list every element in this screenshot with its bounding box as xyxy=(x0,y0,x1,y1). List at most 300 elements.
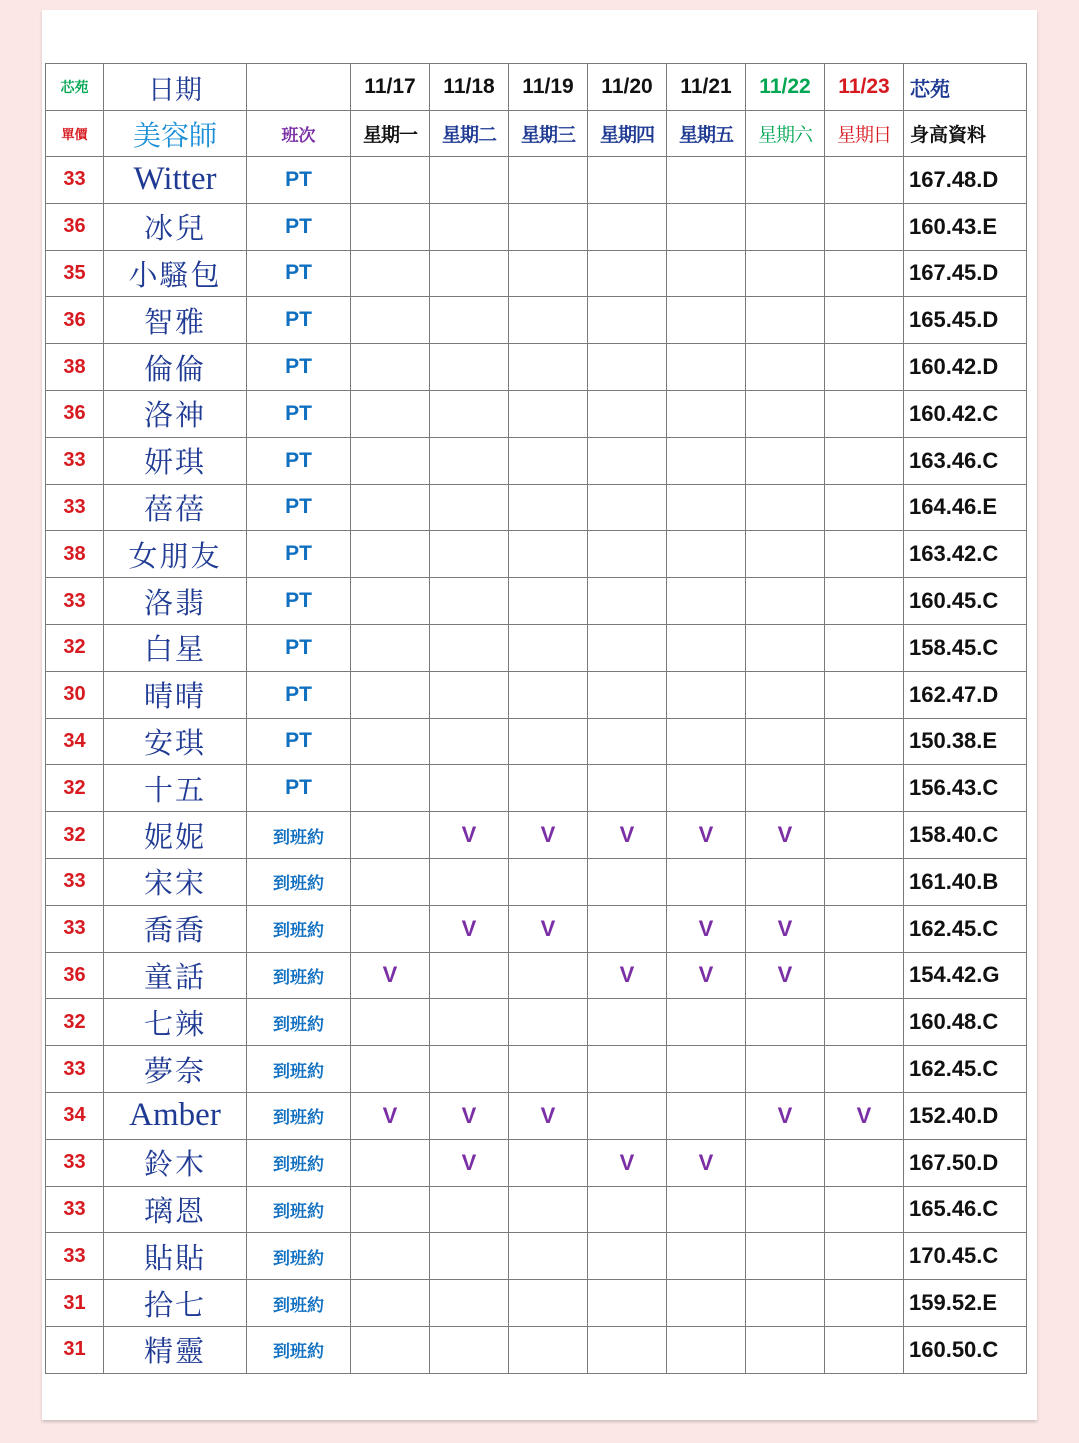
height-info-cell: 162.45.C xyxy=(904,905,1027,952)
date-cell-sunday: 11/23 xyxy=(825,64,904,111)
beautician-name: 童話 xyxy=(104,952,247,999)
availability-cell xyxy=(588,999,667,1046)
availability-cell xyxy=(588,624,667,671)
availability-cell xyxy=(825,858,904,905)
availability-cell xyxy=(430,437,509,484)
availability-cell xyxy=(588,1046,667,1093)
availability-cell xyxy=(588,765,667,812)
availability-cell xyxy=(825,531,904,578)
availability-cell xyxy=(825,1233,904,1280)
availability-cell: V xyxy=(667,905,746,952)
availability-cell: V xyxy=(746,1092,825,1139)
beautician-name: 鈴木 xyxy=(104,1139,247,1186)
availability-cell xyxy=(509,344,588,391)
availability-cell xyxy=(746,1139,825,1186)
availability-cell xyxy=(509,1186,588,1233)
unit-price-cell: 32 xyxy=(46,999,104,1046)
availability-cell xyxy=(746,250,825,297)
height-info-cell: 152.40.D xyxy=(904,1092,1027,1139)
beautician-name: 晴晴 xyxy=(104,671,247,718)
availability-cell xyxy=(509,1326,588,1373)
availability-cell xyxy=(351,250,430,297)
availability-cell xyxy=(509,437,588,484)
availability-cell xyxy=(509,297,588,344)
availability-cell xyxy=(667,437,746,484)
availability-cell xyxy=(430,1233,509,1280)
unit-price-cell: 38 xyxy=(46,531,104,578)
availability-cell xyxy=(588,905,667,952)
availability-cell xyxy=(430,344,509,391)
availability-cell xyxy=(588,297,667,344)
availability-cell: V xyxy=(746,952,825,999)
beautician-name: 貼貼 xyxy=(104,1233,247,1280)
weekday-cell: 星期二 xyxy=(430,111,509,157)
availability-cell xyxy=(588,1326,667,1373)
availability-cell xyxy=(825,484,904,531)
availability-cell xyxy=(588,250,667,297)
blank-header-cell xyxy=(247,64,351,111)
height-info-cell: 160.42.D xyxy=(904,344,1027,391)
shift-cell: 到班約 xyxy=(247,1046,351,1093)
weekday-cell-saturday: 星期六 xyxy=(746,111,825,157)
unit-price-cell: 36 xyxy=(46,203,104,250)
availability-cell xyxy=(351,484,430,531)
table-row xyxy=(46,1326,1027,1373)
availability-cell xyxy=(746,484,825,531)
availability-cell xyxy=(430,718,509,765)
availability-cell: V xyxy=(588,1139,667,1186)
unit-price-cell: 33 xyxy=(46,578,104,625)
availability-cell xyxy=(825,765,904,812)
date-cell: 11/18 xyxy=(430,64,509,111)
availability-cell xyxy=(430,390,509,437)
availability-cell xyxy=(351,578,430,625)
availability-cell xyxy=(667,1326,746,1373)
availability-cell: V xyxy=(509,905,588,952)
table-row xyxy=(46,858,1027,905)
availability-cell xyxy=(588,1092,667,1139)
height-info-cell: 150.38.E xyxy=(904,718,1027,765)
table-row xyxy=(46,484,1027,531)
availability-cell xyxy=(746,297,825,344)
height-info-cell: 165.46.C xyxy=(904,1186,1027,1233)
unit-price-cell: 32 xyxy=(46,624,104,671)
table-row xyxy=(46,1233,1027,1280)
table-row xyxy=(46,1046,1027,1093)
unit-price-cell: 31 xyxy=(46,1280,104,1327)
unit-price-cell: 36 xyxy=(46,297,104,344)
availability-cell xyxy=(667,484,746,531)
header-row-dates xyxy=(46,64,1027,111)
availability-cell xyxy=(351,297,430,344)
availability-cell xyxy=(825,999,904,1046)
availability-cell xyxy=(746,765,825,812)
unit-price-cell: 36 xyxy=(46,390,104,437)
availability-cell xyxy=(667,999,746,1046)
height-info-cell: 154.42.G xyxy=(904,952,1027,999)
availability-cell xyxy=(825,344,904,391)
beautician-name: 拾七 xyxy=(104,1280,247,1327)
availability-cell xyxy=(430,671,509,718)
weekday-cell-sunday: 星期日 xyxy=(825,111,904,157)
availability-cell xyxy=(825,718,904,765)
availability-cell xyxy=(509,718,588,765)
availability-cell: V xyxy=(430,812,509,859)
availability-cell xyxy=(746,390,825,437)
table-row xyxy=(46,624,1027,671)
table-row xyxy=(46,390,1027,437)
availability-cell xyxy=(825,1326,904,1373)
unit-price-cell: 33 xyxy=(46,157,104,204)
unit-price-cell: 32 xyxy=(46,765,104,812)
availability-cell xyxy=(509,671,588,718)
availability-cell xyxy=(351,999,430,1046)
unit-price-cell: 30 xyxy=(46,671,104,718)
availability-cell xyxy=(588,1233,667,1280)
unit-price-cell: 32 xyxy=(46,812,104,859)
unit-price-cell: 33 xyxy=(46,484,104,531)
availability-cell xyxy=(430,624,509,671)
table-row xyxy=(46,718,1027,765)
shift-header: 班次 xyxy=(247,111,351,157)
table-row xyxy=(46,999,1027,1046)
schedule-body xyxy=(46,64,1027,1374)
availability-cell xyxy=(825,952,904,999)
beautician-name: Amber xyxy=(104,1092,247,1139)
availability-cell xyxy=(667,297,746,344)
availability-cell xyxy=(509,203,588,250)
availability-cell xyxy=(667,531,746,578)
shift-cell: PT xyxy=(247,390,351,437)
unit-price-cell: 36 xyxy=(46,952,104,999)
availability-cell xyxy=(746,1233,825,1280)
beautician-name: 喬喬 xyxy=(104,905,247,952)
unit-price-cell: 33 xyxy=(46,1233,104,1280)
availability-cell xyxy=(509,157,588,204)
availability-cell xyxy=(351,1326,430,1373)
shift-cell: 到班約 xyxy=(247,1280,351,1327)
table-row xyxy=(46,344,1027,391)
height-info-cell: 158.40.C xyxy=(904,812,1027,859)
shift-cell: PT xyxy=(247,624,351,671)
beautician-name: 小騷包 xyxy=(104,250,247,297)
availability-cell xyxy=(430,250,509,297)
height-info-cell: 161.40.B xyxy=(904,858,1027,905)
availability-cell: V xyxy=(667,952,746,999)
unit-price-cell: 34 xyxy=(46,718,104,765)
availability-cell xyxy=(588,437,667,484)
date-header: 日期 xyxy=(104,64,247,111)
height-info-cell: 159.52.E xyxy=(904,1280,1027,1327)
height-info-cell: 162.45.C xyxy=(904,1046,1027,1093)
availability-cell xyxy=(746,858,825,905)
beautician-name: 蓓蓓 xyxy=(104,484,247,531)
unit-price-cell: 38 xyxy=(46,344,104,391)
availability-cell xyxy=(667,203,746,250)
availability-cell xyxy=(430,484,509,531)
availability-cell xyxy=(509,999,588,1046)
availability-cell xyxy=(509,952,588,999)
shift-cell: PT xyxy=(247,203,351,250)
availability-cell xyxy=(351,624,430,671)
availability-cell xyxy=(667,250,746,297)
availability-cell xyxy=(746,1326,825,1373)
weekday-cell: 星期五 xyxy=(667,111,746,157)
height-info-cell: 167.48.D xyxy=(904,157,1027,204)
availability-cell xyxy=(746,344,825,391)
availability-cell: V xyxy=(430,905,509,952)
availability-cell xyxy=(351,1046,430,1093)
availability-cell xyxy=(825,812,904,859)
availability-cell xyxy=(509,484,588,531)
unit-price-header: 單價 xyxy=(46,111,104,157)
shift-cell: PT xyxy=(247,484,351,531)
availability-cell xyxy=(351,671,430,718)
table-row xyxy=(46,1280,1027,1327)
height-info-cell: 162.47.D xyxy=(904,671,1027,718)
height-info-cell: 160.45.C xyxy=(904,578,1027,625)
availability-cell xyxy=(825,297,904,344)
beautician-name: 洛翡 xyxy=(104,578,247,625)
availability-cell xyxy=(509,1233,588,1280)
availability-cell xyxy=(667,624,746,671)
availability-cell xyxy=(351,390,430,437)
availability-cell xyxy=(667,1280,746,1327)
availability-cell xyxy=(351,718,430,765)
shift-cell: 到班約 xyxy=(247,905,351,952)
availability-cell xyxy=(667,390,746,437)
weekday-cell: 星期一 xyxy=(351,111,430,157)
availability-cell xyxy=(430,765,509,812)
beautician-name: 安琪 xyxy=(104,718,247,765)
availability-cell xyxy=(825,1186,904,1233)
availability-cell xyxy=(825,1046,904,1093)
availability-cell xyxy=(667,1233,746,1280)
availability-cell xyxy=(746,1280,825,1327)
availability-cell xyxy=(667,671,746,718)
availability-cell xyxy=(430,1280,509,1327)
beautician-name: 精靈 xyxy=(104,1326,247,1373)
availability-cell: V xyxy=(667,812,746,859)
height-info-cell: 167.50.D xyxy=(904,1139,1027,1186)
availability-cell xyxy=(746,671,825,718)
table-row xyxy=(46,905,1027,952)
availability-cell xyxy=(351,203,430,250)
availability-cell xyxy=(351,1186,430,1233)
beautician-name: 白星 xyxy=(104,624,247,671)
availability-cell xyxy=(509,531,588,578)
table-row xyxy=(46,1186,1027,1233)
height-info-cell: 160.50.C xyxy=(904,1326,1027,1373)
availability-cell xyxy=(588,578,667,625)
availability-cell xyxy=(825,157,904,204)
availability-cell xyxy=(509,858,588,905)
availability-cell xyxy=(509,765,588,812)
shift-cell: PT xyxy=(247,250,351,297)
availability-cell xyxy=(509,624,588,671)
weekday-cell: 星期四 xyxy=(588,111,667,157)
header-row-weekdays xyxy=(46,111,1027,157)
availability-cell xyxy=(667,765,746,812)
availability-cell xyxy=(746,1186,825,1233)
availability-cell xyxy=(351,531,430,578)
availability-cell xyxy=(667,578,746,625)
availability-cell xyxy=(588,858,667,905)
table-row xyxy=(46,250,1027,297)
availability-cell xyxy=(430,203,509,250)
availability-cell xyxy=(351,437,430,484)
date-cell: 11/19 xyxy=(509,64,588,111)
availability-cell xyxy=(351,765,430,812)
availability-cell xyxy=(509,1139,588,1186)
unit-price-cell: 33 xyxy=(46,437,104,484)
height-info-cell: 160.43.E xyxy=(904,203,1027,250)
height-info-cell: 158.45.C xyxy=(904,624,1027,671)
beautician-name: 妮妮 xyxy=(104,812,247,859)
availability-cell: V xyxy=(746,812,825,859)
availability-cell xyxy=(667,1186,746,1233)
availability-cell xyxy=(351,1139,430,1186)
unit-price-cell: 33 xyxy=(46,1046,104,1093)
brand-label-right: 芯苑 xyxy=(904,64,1027,111)
availability-cell xyxy=(825,390,904,437)
availability-cell xyxy=(351,344,430,391)
availability-cell xyxy=(667,344,746,391)
availability-cell xyxy=(588,1280,667,1327)
shift-cell: PT xyxy=(247,344,351,391)
beautician-name: 智雅 xyxy=(104,297,247,344)
shift-cell: 到班約 xyxy=(247,1326,351,1373)
availability-cell: V xyxy=(509,1092,588,1139)
availability-cell xyxy=(351,1280,430,1327)
schedule-table xyxy=(45,63,1027,1374)
table-row xyxy=(46,203,1027,250)
availability-cell xyxy=(746,624,825,671)
availability-cell xyxy=(509,1280,588,1327)
beautician-name: 夢奈 xyxy=(104,1046,247,1093)
availability-cell xyxy=(746,999,825,1046)
availability-cell xyxy=(430,858,509,905)
date-cell: 11/17 xyxy=(351,64,430,111)
availability-cell xyxy=(509,578,588,625)
availability-cell xyxy=(746,437,825,484)
shift-cell: PT xyxy=(247,578,351,625)
shift-cell: PT xyxy=(247,157,351,204)
availability-cell xyxy=(509,1046,588,1093)
beautician-name: 冰兒 xyxy=(104,203,247,250)
availability-cell: V xyxy=(351,952,430,999)
beautician-name: 璃恩 xyxy=(104,1186,247,1233)
availability-cell xyxy=(746,578,825,625)
height-info-cell: 163.42.C xyxy=(904,531,1027,578)
availability-cell xyxy=(746,531,825,578)
availability-cell xyxy=(667,157,746,204)
shift-cell: 到班約 xyxy=(247,812,351,859)
availability-cell xyxy=(430,578,509,625)
availability-cell: V xyxy=(746,905,825,952)
availability-cell xyxy=(667,718,746,765)
availability-cell xyxy=(430,999,509,1046)
availability-cell xyxy=(588,484,667,531)
availability-cell xyxy=(351,1233,430,1280)
height-info-cell: 165.45.D xyxy=(904,297,1027,344)
availability-cell xyxy=(825,437,904,484)
unit-price-cell: 33 xyxy=(46,1139,104,1186)
availability-cell xyxy=(825,671,904,718)
schedule-table-wrap xyxy=(45,63,1026,1374)
height-info-cell: 164.46.E xyxy=(904,484,1027,531)
shift-cell: 到班約 xyxy=(247,1233,351,1280)
beautician-name: 洛神 xyxy=(104,390,247,437)
availability-cell: V xyxy=(825,1092,904,1139)
weekday-cell: 星期三 xyxy=(509,111,588,157)
availability-cell xyxy=(351,812,430,859)
availability-cell xyxy=(430,1046,509,1093)
shift-cell: 到班約 xyxy=(247,1092,351,1139)
availability-cell xyxy=(825,250,904,297)
availability-cell xyxy=(430,1186,509,1233)
unit-price-cell: 31 xyxy=(46,1326,104,1373)
availability-cell xyxy=(667,1092,746,1139)
availability-cell xyxy=(430,952,509,999)
availability-cell xyxy=(825,1280,904,1327)
availability-cell xyxy=(430,297,509,344)
availability-cell xyxy=(825,203,904,250)
shift-cell: 到班約 xyxy=(247,1139,351,1186)
availability-cell xyxy=(588,1186,667,1233)
availability-cell: V xyxy=(509,812,588,859)
availability-cell xyxy=(588,344,667,391)
availability-cell xyxy=(588,718,667,765)
date-cell: 11/20 xyxy=(588,64,667,111)
availability-cell: V xyxy=(351,1092,430,1139)
beautician-name: Witter xyxy=(104,157,247,204)
height-info-cell: 167.45.D xyxy=(904,250,1027,297)
table-row xyxy=(46,578,1027,625)
availability-cell xyxy=(825,578,904,625)
date-cell: 11/21 xyxy=(667,64,746,111)
shift-cell: PT xyxy=(247,437,351,484)
availability-cell xyxy=(588,531,667,578)
beautician-header: 美容師 xyxy=(104,111,247,157)
availability-cell xyxy=(825,624,904,671)
unit-price-cell: 33 xyxy=(46,1186,104,1233)
beautician-name: 七辣 xyxy=(104,999,247,1046)
shift-cell: PT xyxy=(247,531,351,578)
availability-cell xyxy=(667,858,746,905)
availability-cell xyxy=(588,390,667,437)
shift-cell: PT xyxy=(247,765,351,812)
unit-price-cell: 33 xyxy=(46,905,104,952)
table-row xyxy=(46,297,1027,344)
height-info-header: 身高資料 xyxy=(904,111,1027,157)
height-info-cell: 160.42.C xyxy=(904,390,1027,437)
table-row xyxy=(46,671,1027,718)
height-info-cell: 156.43.C xyxy=(904,765,1027,812)
availability-cell: V xyxy=(588,952,667,999)
shift-cell: 到班約 xyxy=(247,1186,351,1233)
availability-cell xyxy=(825,905,904,952)
availability-cell xyxy=(746,718,825,765)
date-cell-saturday: 11/22 xyxy=(746,64,825,111)
availability-cell xyxy=(351,157,430,204)
table-row xyxy=(46,437,1027,484)
beautician-name: 宋宋 xyxy=(104,858,247,905)
availability-cell xyxy=(351,905,430,952)
availability-cell: V xyxy=(588,812,667,859)
availability-cell xyxy=(430,157,509,204)
shift-cell: 到班約 xyxy=(247,858,351,905)
